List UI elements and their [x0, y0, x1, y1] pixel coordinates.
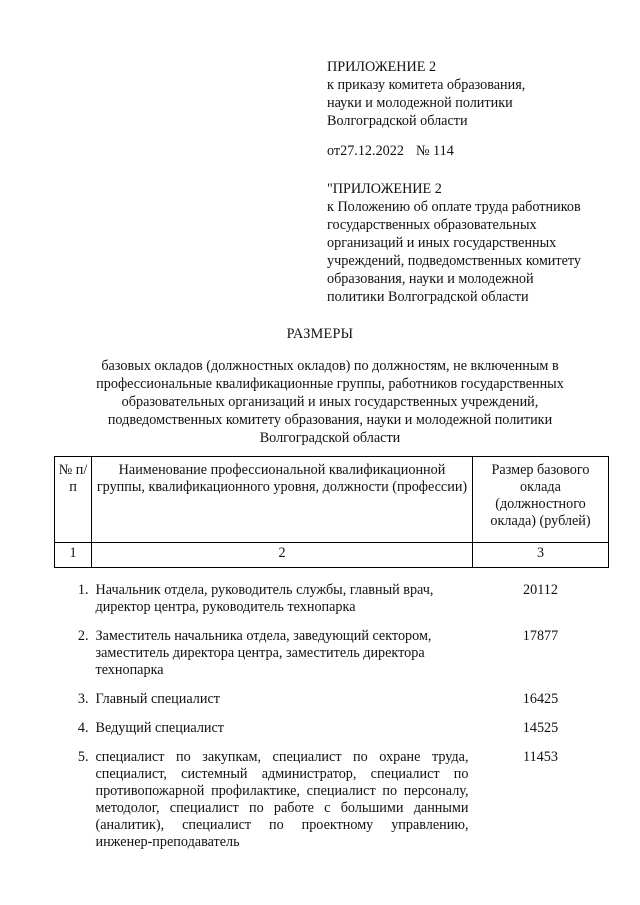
- row-position-name: Заместитель начальника отдела, заведующий сектором, заместитель директора центра, заместитель директора технопарка: [95, 628, 432, 678]
- row-salary: 11453: [523, 749, 558, 765]
- row-number: 4.: [77, 720, 89, 736]
- row-number: 2.: [77, 628, 89, 644]
- column-numbers-row: [55, 543, 609, 568]
- row-salary: 16425: [522, 691, 559, 707]
- row-salary: 14525: [522, 720, 559, 736]
- column-number: 2: [92, 543, 473, 568]
- regulation-appendix-line: к Положению об оплате труда работников: [327, 199, 581, 215]
- salary-table: [54, 456, 609, 863]
- row-salary: 20112: [523, 582, 558, 598]
- header-position-name: Наименование профессиональной квалификационной группы, квалификационного уровня, должности (профессии): [92, 457, 473, 543]
- regulation-appendix-line: политики Волгоградской области: [327, 289, 529, 305]
- table-row: [55, 720, 609, 749]
- row-position-name: Ведущий специалист: [95, 720, 225, 736]
- column-number: 3: [473, 543, 609, 568]
- column-number: 1: [55, 543, 92, 568]
- table-row: [55, 568, 609, 629]
- order-date: от27.12.2022: [327, 143, 404, 159]
- table-row: [55, 691, 609, 720]
- appendix-header: [327, 58, 617, 130]
- appendix-header-line: к приказу комитета образования,: [327, 77, 526, 93]
- document-title: РАЗМЕРЫ: [286, 326, 354, 342]
- table-row: [55, 749, 609, 863]
- order-date-line: [327, 142, 454, 160]
- header-salary: Размер базового оклада (должностного оклада) (рублей): [473, 457, 609, 543]
- row-number: 1.: [77, 582, 89, 598]
- row-number: 5.: [77, 749, 89, 765]
- row-salary: 17877: [522, 628, 559, 644]
- row-position-name: специалист по закупкам, специалист по охране труда, специалист, системный администратор, специалист по противопожарной профилактике, специалист по персоналу, методолог, специалист по работе с большими данными (аналитик), специалист по проектному управлению, инженер-преподаватель: [95, 749, 469, 850]
- appendix-header-line: ПРИЛОЖЕНИЕ 2: [327, 59, 437, 75]
- row-position-name: Начальник отдела, руководитель службы, главный врач, директор центра, руководитель технопарка: [95, 582, 434, 615]
- regulation-appendix-line: учреждений, подведомственных комитету: [327, 253, 581, 269]
- regulation-appendix-header: [327, 180, 617, 306]
- table-row: [55, 628, 609, 691]
- row-position-name: Главный специалист: [95, 691, 220, 707]
- regulation-appendix-line: организаций и иных государственных: [327, 235, 557, 251]
- document-subtitle: базовых окладов (должностных окладов) по должностям, не включенным в профессиональные квалификационные группы, работников государственных образовательных организаций и иных государственных учреждений, подведомственных комитету образования, науки и молодежной политики Волгоградской области: [96, 358, 564, 446]
- regulation-appendix-line: государственных образовательных: [327, 217, 537, 233]
- header-number: № п/п: [55, 457, 92, 543]
- row-number: 3.: [77, 691, 89, 707]
- appendix-header-line: Волгоградской области: [327, 113, 468, 129]
- appendix-header-line: науки и молодежной политики: [327, 95, 513, 111]
- table-header-row: [55, 457, 609, 543]
- order-number: № 114: [415, 143, 454, 159]
- regulation-appendix-line: "ПРИЛОЖЕНИЕ 2: [327, 181, 442, 197]
- regulation-appendix-line: образования, науки и молодежной: [327, 271, 534, 287]
